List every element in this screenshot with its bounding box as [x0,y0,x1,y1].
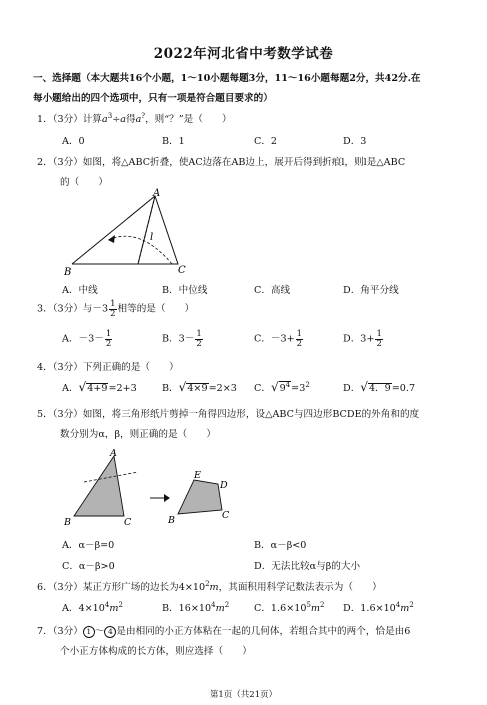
q5-label-c2: C [222,510,230,521]
q1-stem: 1．（3分）计算$a^3\div a$得a?，则“？”是（ ） [37,111,232,125]
q6-option-b[interactable]: B．$16\times 10^4m^2$ [162,600,230,614]
q2-option-a[interactable]: A．中线 [62,285,98,296]
section-heading-line1: 一、选择题（本大题共16个小题，1～10小题每题3分，11～16小题每题2分，共42分.在 [33,73,421,84]
q5-label-c1: C [124,517,132,528]
q2-fold-arc [108,236,172,264]
q2-stem-line1: 2．（3分）如图，将△ABC折叠，使AC边落在AB边上，展开后得到折痕l，则l是△ABC [37,157,406,168]
q3-option-a[interactable]: A．－3－ $\frac{1}{2}$ [62,329,112,349]
q1-option-b[interactable]: B．1 [162,136,185,147]
q1-option-c[interactable]: C．2 [254,136,278,147]
q5-figure [60,448,250,530]
q2-label-a: A [153,188,161,199]
q2-triangle-figure [60,188,200,280]
q4-option-d[interactable]: D．√4．9=0.7 [343,380,416,394]
q5-stem-line1: 5．（3分）如图，将三角形纸片剪掉一角得四边形，设△ABC与四边形BCDE的外角和的度 [37,409,420,420]
q5-label-a: A [110,448,117,459]
q2-label-b: B [64,267,72,278]
q2-triangle-abc [72,196,178,264]
q4-stem: 4．（3分）下列正确的是（ ） [37,362,179,373]
q5-option-a[interactable]: A．α－β=0 [62,540,115,551]
q3-option-b[interactable]: B．3－ $\frac{1}{2}$ [162,329,202,349]
q2-fold-arrowhead [108,235,115,243]
section-heading-line2: 每小题给出的四个选项中，只有一项是符合题目要求的） [33,93,273,104]
q2-option-c[interactable]: C．高线 [254,285,291,296]
q6-option-d[interactable]: D．$1.6\times 10^4m^2$ [343,600,414,614]
q1-option-a[interactable]: A．0 [62,136,85,147]
q4-option-a[interactable]: A．√4+9=2+3 [62,380,137,394]
q3-stem-fraction: $\frac{1}{2}$ [110,299,116,319]
q5-label-b1: B [64,517,71,528]
q4-option-c[interactable]: C．$√9^4=3^2$ [254,380,310,394]
q5-label-e: E [194,470,201,481]
page-footer: 第1页（共21页） [209,690,278,700]
page-title: 2022年河北省中考数学试卷 [153,46,334,62]
q5-option-d[interactable]: D．无法比较α与β的大小 [254,561,361,572]
q5-stem-line2: 数分别为α，β，则正确的是（ ） [60,429,216,440]
q5-label-b2: B [168,515,175,526]
circled-number-1: 1 [83,626,95,638]
q5-arrow-head [164,494,170,502]
q6-stem: 6．（3分）某正方形广场的边长为$4\times 10^2m$，其面积用科学记数法表示为（ ） [37,579,382,593]
q2-label-c: C [178,265,186,276]
q4-option-b[interactable]: B．√4×9=2×3 [162,380,237,394]
q7-stem-line2: 个小正方体构成的长方体，则应选择（ ） [60,646,252,657]
q1-option-d[interactable]: D．3 [343,136,367,147]
q7-stem-line1: 7．（3分） 1 ～ 4 是由相同的小正方体粘在一起的几何体，若组合其中的两个，恰是由6 [37,626,411,637]
q6-option-c[interactable]: C．$1.6\times 10^5m^2$ [254,600,325,614]
q5-option-c[interactable]: C．α－β>0 [62,561,115,572]
q3-option-c[interactable]: C．－3+ $\frac{1}{2}$ [254,329,303,349]
q2-stem-line2: 的（ ） [60,177,108,188]
q5-quadrilateral-bcde [178,480,222,514]
circled-number-4: 4 [104,626,116,638]
q6-option-a[interactable]: A．$4\times 10^4m^2$ [62,600,123,614]
q2-option-b[interactable]: B．中位线 [162,285,208,296]
q5-label-d: D [220,480,228,491]
q2-label-l: l [150,232,154,243]
q3-option-d[interactable]: D．3+ $\frac{1}{2}$ [343,329,382,349]
q3-stem: 3．（3分）与－3 $\frac{1}{2}$ 相等的是（ ） [37,299,195,319]
q5-triangle-abc [74,456,124,516]
q5-option-b[interactable]: B．α－β<0 [254,540,307,551]
q2-option-d[interactable]: D．角平分线 [343,285,399,296]
